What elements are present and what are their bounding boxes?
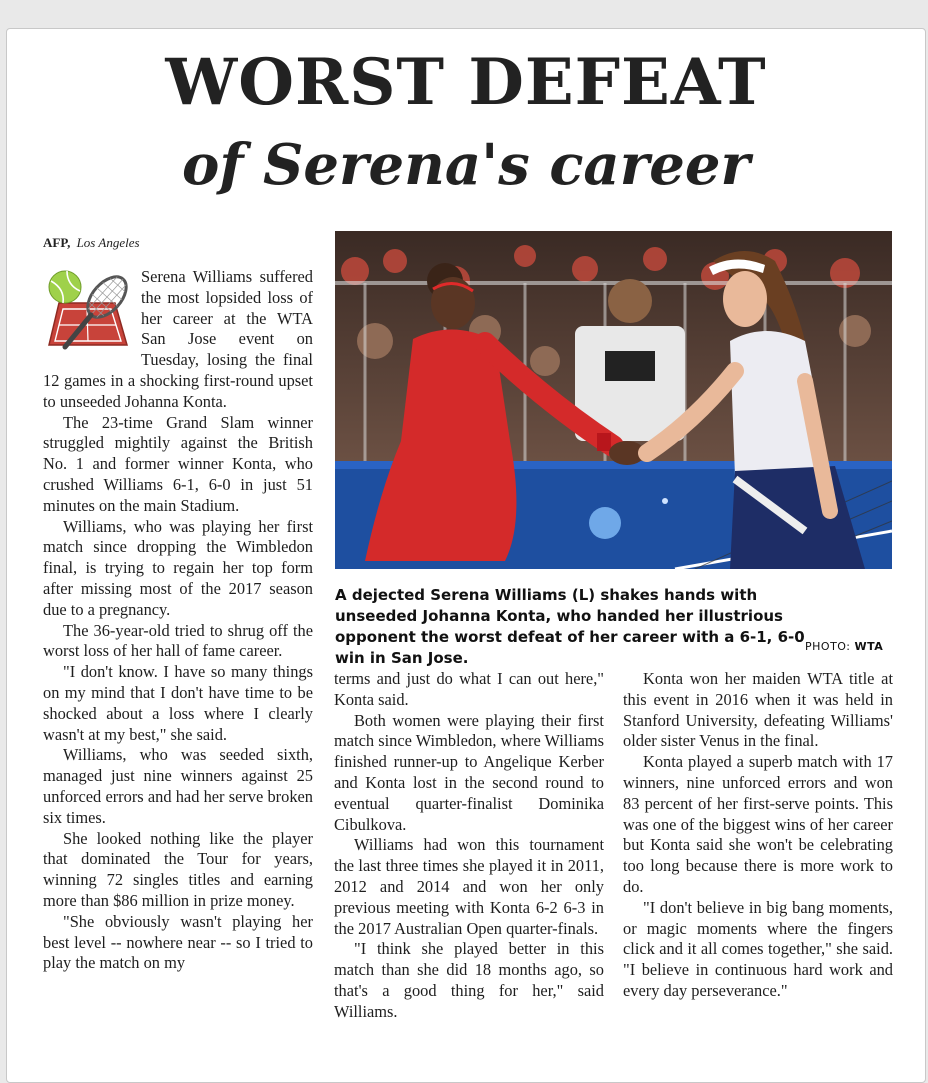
headline: WORST DEFEAT: [165, 45, 767, 120]
article-column-1: [43, 267, 313, 974]
paragraph: "I don't know. I have so many things on my mind that I don't have time to be shocked about a loss where I clearly wasn't at my best," she said.: [43, 662, 313, 744]
paragraph: "I think she played better in this match than she did 18 months ago, so that's a good thing for her," said Williams.: [334, 939, 604, 1021]
paragraph: Williams had won this tournament the last three times she played it in 2011, 2012 and 2014 and won her only previous meeting with Konta 6-2 6-3 in the 2017 Australian Open quarter-finals.: [334, 835, 604, 938]
match-photo: [335, 231, 892, 569]
byline-location: Los Angeles: [76, 235, 140, 250]
byline-agency: AFP,: [43, 235, 71, 250]
photo-credit-source: WTA: [854, 640, 884, 653]
paragraph: "I don't believe in big bang moments, or magic moments where the fingers click and it all comes together," she said. "I believe in continuous hard work and every day perseverance.": [623, 897, 893, 1000]
photo-caption: A dejected Serena Williams (L) shakes hands with unseeded Johanna Konta, who handed her illustrious opponent the worst defeat of her career with a 6-1, 6-0 win in San Jose.: [335, 586, 805, 667]
tennis-ball-racket-icon: [43, 267, 135, 351]
paragraph: "She obviously wasn't playing her best level -- nowhere near -- so I tried to play the match on my: [43, 911, 313, 973]
paragraph: terms and just do what I can out here," Konta said.: [334, 669, 604, 709]
paragraph: Williams, who was seeded sixth, managed just nine winners against 25 unforced errors and had her serve broken six times.: [43, 745, 313, 827]
article-column-2: [334, 669, 604, 1023]
paragraph: Konta played a superb match with 17 winners, nine unforced errors and won 83 percent of her first-serve points. This was one of the biggest wins of her career but Konta said she won't be celebrating too long because there is more work to do.: [623, 752, 893, 896]
paragraph: The 23-time Grand Slam winner struggled mightily against the British No. 1 and former winner Konta, who crushed Williams 6-1, 6-0 in just 51 minutes on the main Stadium.: [43, 412, 313, 515]
photo-credit-label: PHOTO:: [805, 640, 851, 653]
article-column-3: [623, 669, 893, 1002]
photo-credit: [805, 640, 883, 653]
paragraph: Both women were playing their first match since Wimbledon, where Williams finished runner-up to Angelique Kerber and Konta lost in the second round to eventual quarter-finalist Dominika Cibulkova.: [334, 710, 604, 834]
byline: [43, 235, 140, 251]
paragraph: Konta won her maiden WTA title at this event in 2016 when it was held in Stanford University, defeating Williams' older sister Venus in the final.: [623, 669, 893, 751]
subheadline: of Serena's career: [182, 132, 750, 198]
paragraph: She looked nothing like the player that dominated the Tour for years, winning 72 singles titles and earning more than $86 million in prize money.: [43, 828, 313, 910]
newspaper-clipping: [6, 28, 926, 1083]
paragraph: The 36-year-old tried to shrug off the worst loss of her hall of fame career.: [43, 620, 313, 661]
paragraph: Williams, who was playing her first match since dropping the Wimbledon final, is trying to regain her top form after missing most of the 2017 season due to a pregnancy.: [43, 516, 313, 619]
paragraph: Serena Williams suffered the most lopsided loss of her career at the WTA San Jose event on Tuesday, losing the final 12 games in a shocking first-round upset to unseeded Johanna Konta.: [43, 267, 313, 411]
